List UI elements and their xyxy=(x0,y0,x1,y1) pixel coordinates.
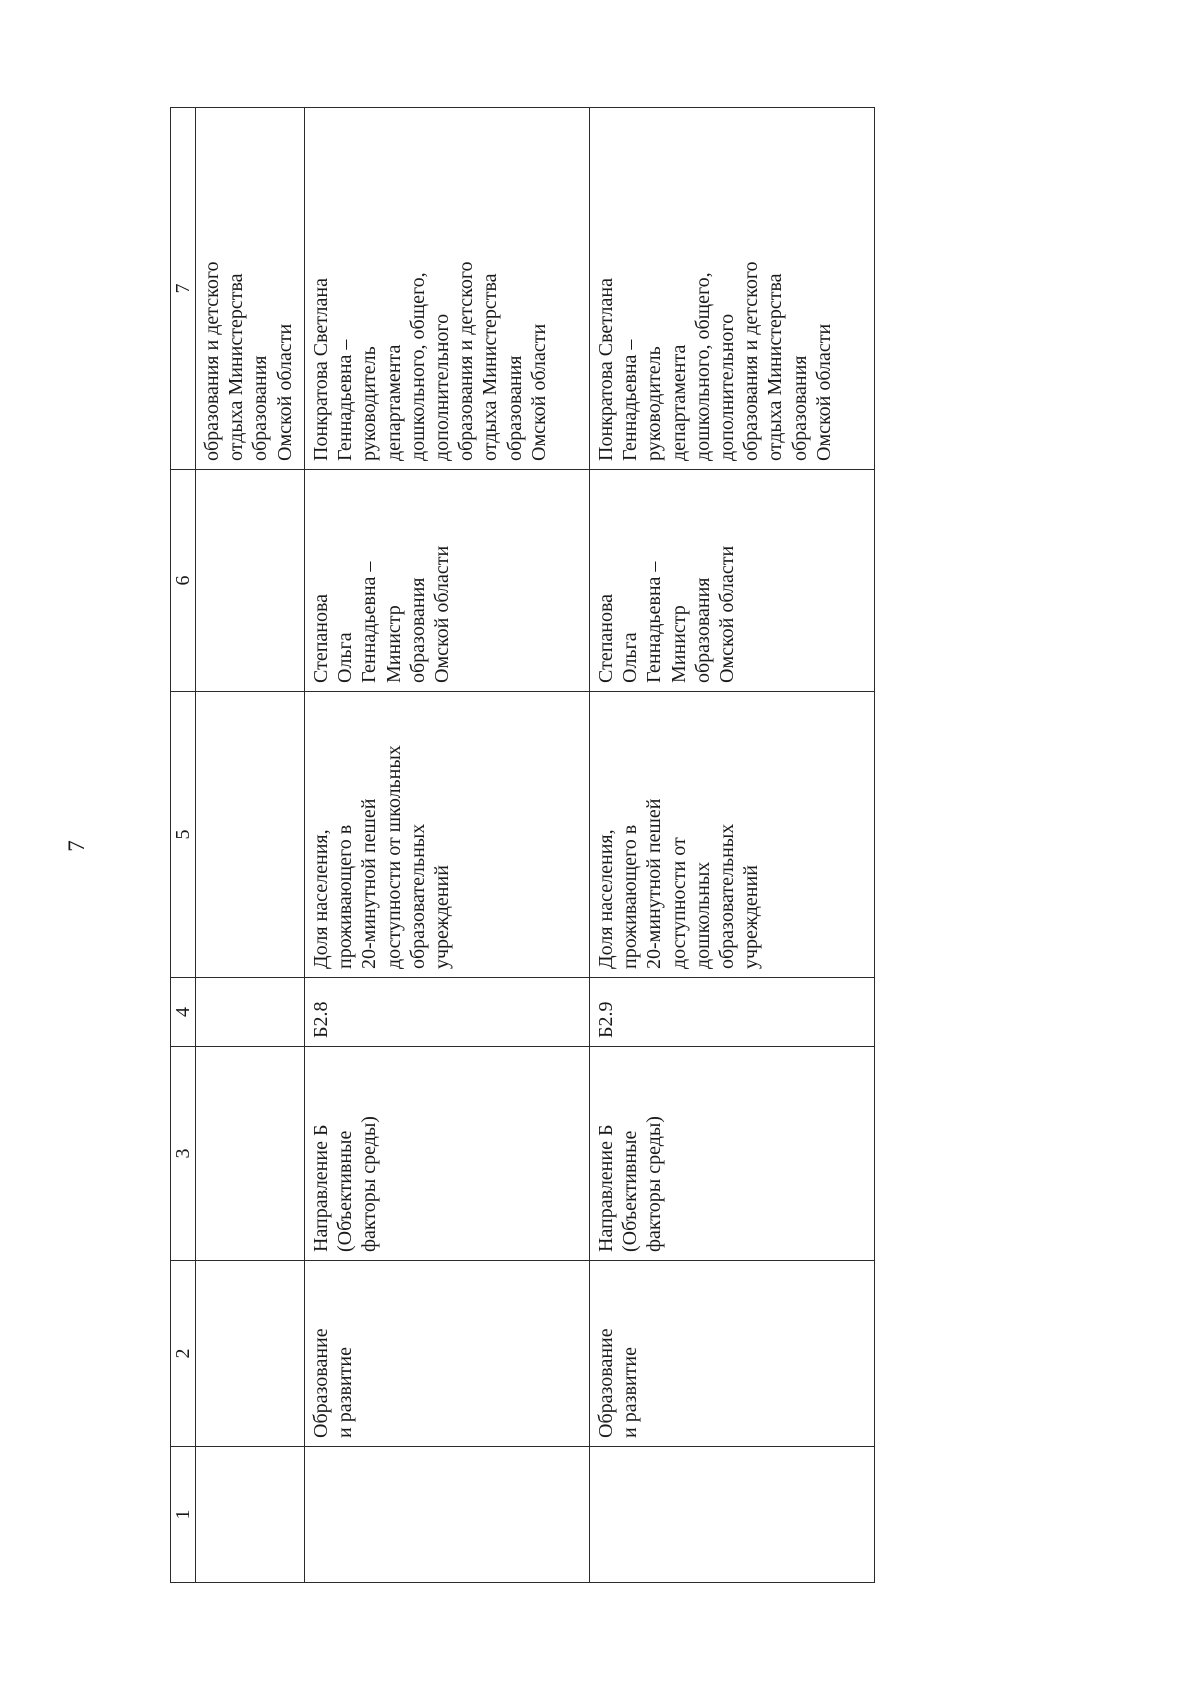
cell-number xyxy=(196,1447,305,1583)
header-cell-6: 6 xyxy=(171,470,196,692)
cell-code xyxy=(196,978,305,1047)
cell-responsible-head xyxy=(196,470,305,692)
table-row-b2-8 xyxy=(305,108,590,1583)
cell-sphere: Образование и развитие xyxy=(305,1261,590,1447)
cell-responsible-executor: образования и детского отдыха Министерства образования Омской области xyxy=(196,108,305,470)
page-number: 7 xyxy=(64,840,89,852)
cell-direction: Направление Б (Объективные факторы среды) xyxy=(590,1047,875,1261)
table-row-continuation xyxy=(196,108,305,1583)
table-container xyxy=(170,108,863,1583)
cell-code: Б2.8 xyxy=(305,978,590,1047)
header-cell-7: 7 xyxy=(171,108,196,470)
cell-responsible-head: Степанова Ольга Геннадьевна – Министр образования Омской области xyxy=(590,470,875,692)
cell-sphere: Образование и развитие xyxy=(590,1261,875,1447)
cell-indicator: Доля населения, проживающего в 20-минутной пешей доступности от школьных образовательных учреждений xyxy=(305,692,590,978)
header-cell-5: 5 xyxy=(171,692,196,978)
cell-responsible-executor: Понкратова Светлана Геннадьевна – руководитель департамента дошкольного, общего, дополнительного образования и детского отдыха Министерства образования Омской области xyxy=(590,108,875,470)
cell-code: Б2.9 xyxy=(590,978,875,1047)
cell-indicator xyxy=(196,692,305,978)
cell-responsible-executor: Понкратова Светлана Геннадьевна – руководитель департамента дошкольного, общего, дополнительного образования и детского отдыха Министерства образования Омской области xyxy=(305,108,590,470)
table-header-row xyxy=(171,108,196,1583)
table-row-b2-9 xyxy=(590,108,875,1583)
cell-direction: Направление Б (Объективные факторы среды) xyxy=(305,1047,590,1261)
cell-number xyxy=(590,1447,875,1583)
header-cell-1: 1 xyxy=(171,1447,196,1583)
cell-sphere xyxy=(196,1261,305,1447)
cell-indicator: Доля населения, проживающего в 20-минутной пешей доступности от дошкольных образовательных учреждений xyxy=(590,692,875,978)
header-cell-4: 4 xyxy=(171,978,196,1047)
indicators-table xyxy=(170,107,875,1583)
cell-direction xyxy=(196,1047,305,1261)
header-cell-3: 3 xyxy=(171,1047,196,1261)
cell-responsible-head: Степанова Ольга Геннадьевна – Министр образования Омской области xyxy=(305,470,590,692)
cell-number xyxy=(305,1447,590,1583)
header-cell-2: 2 xyxy=(171,1261,196,1447)
